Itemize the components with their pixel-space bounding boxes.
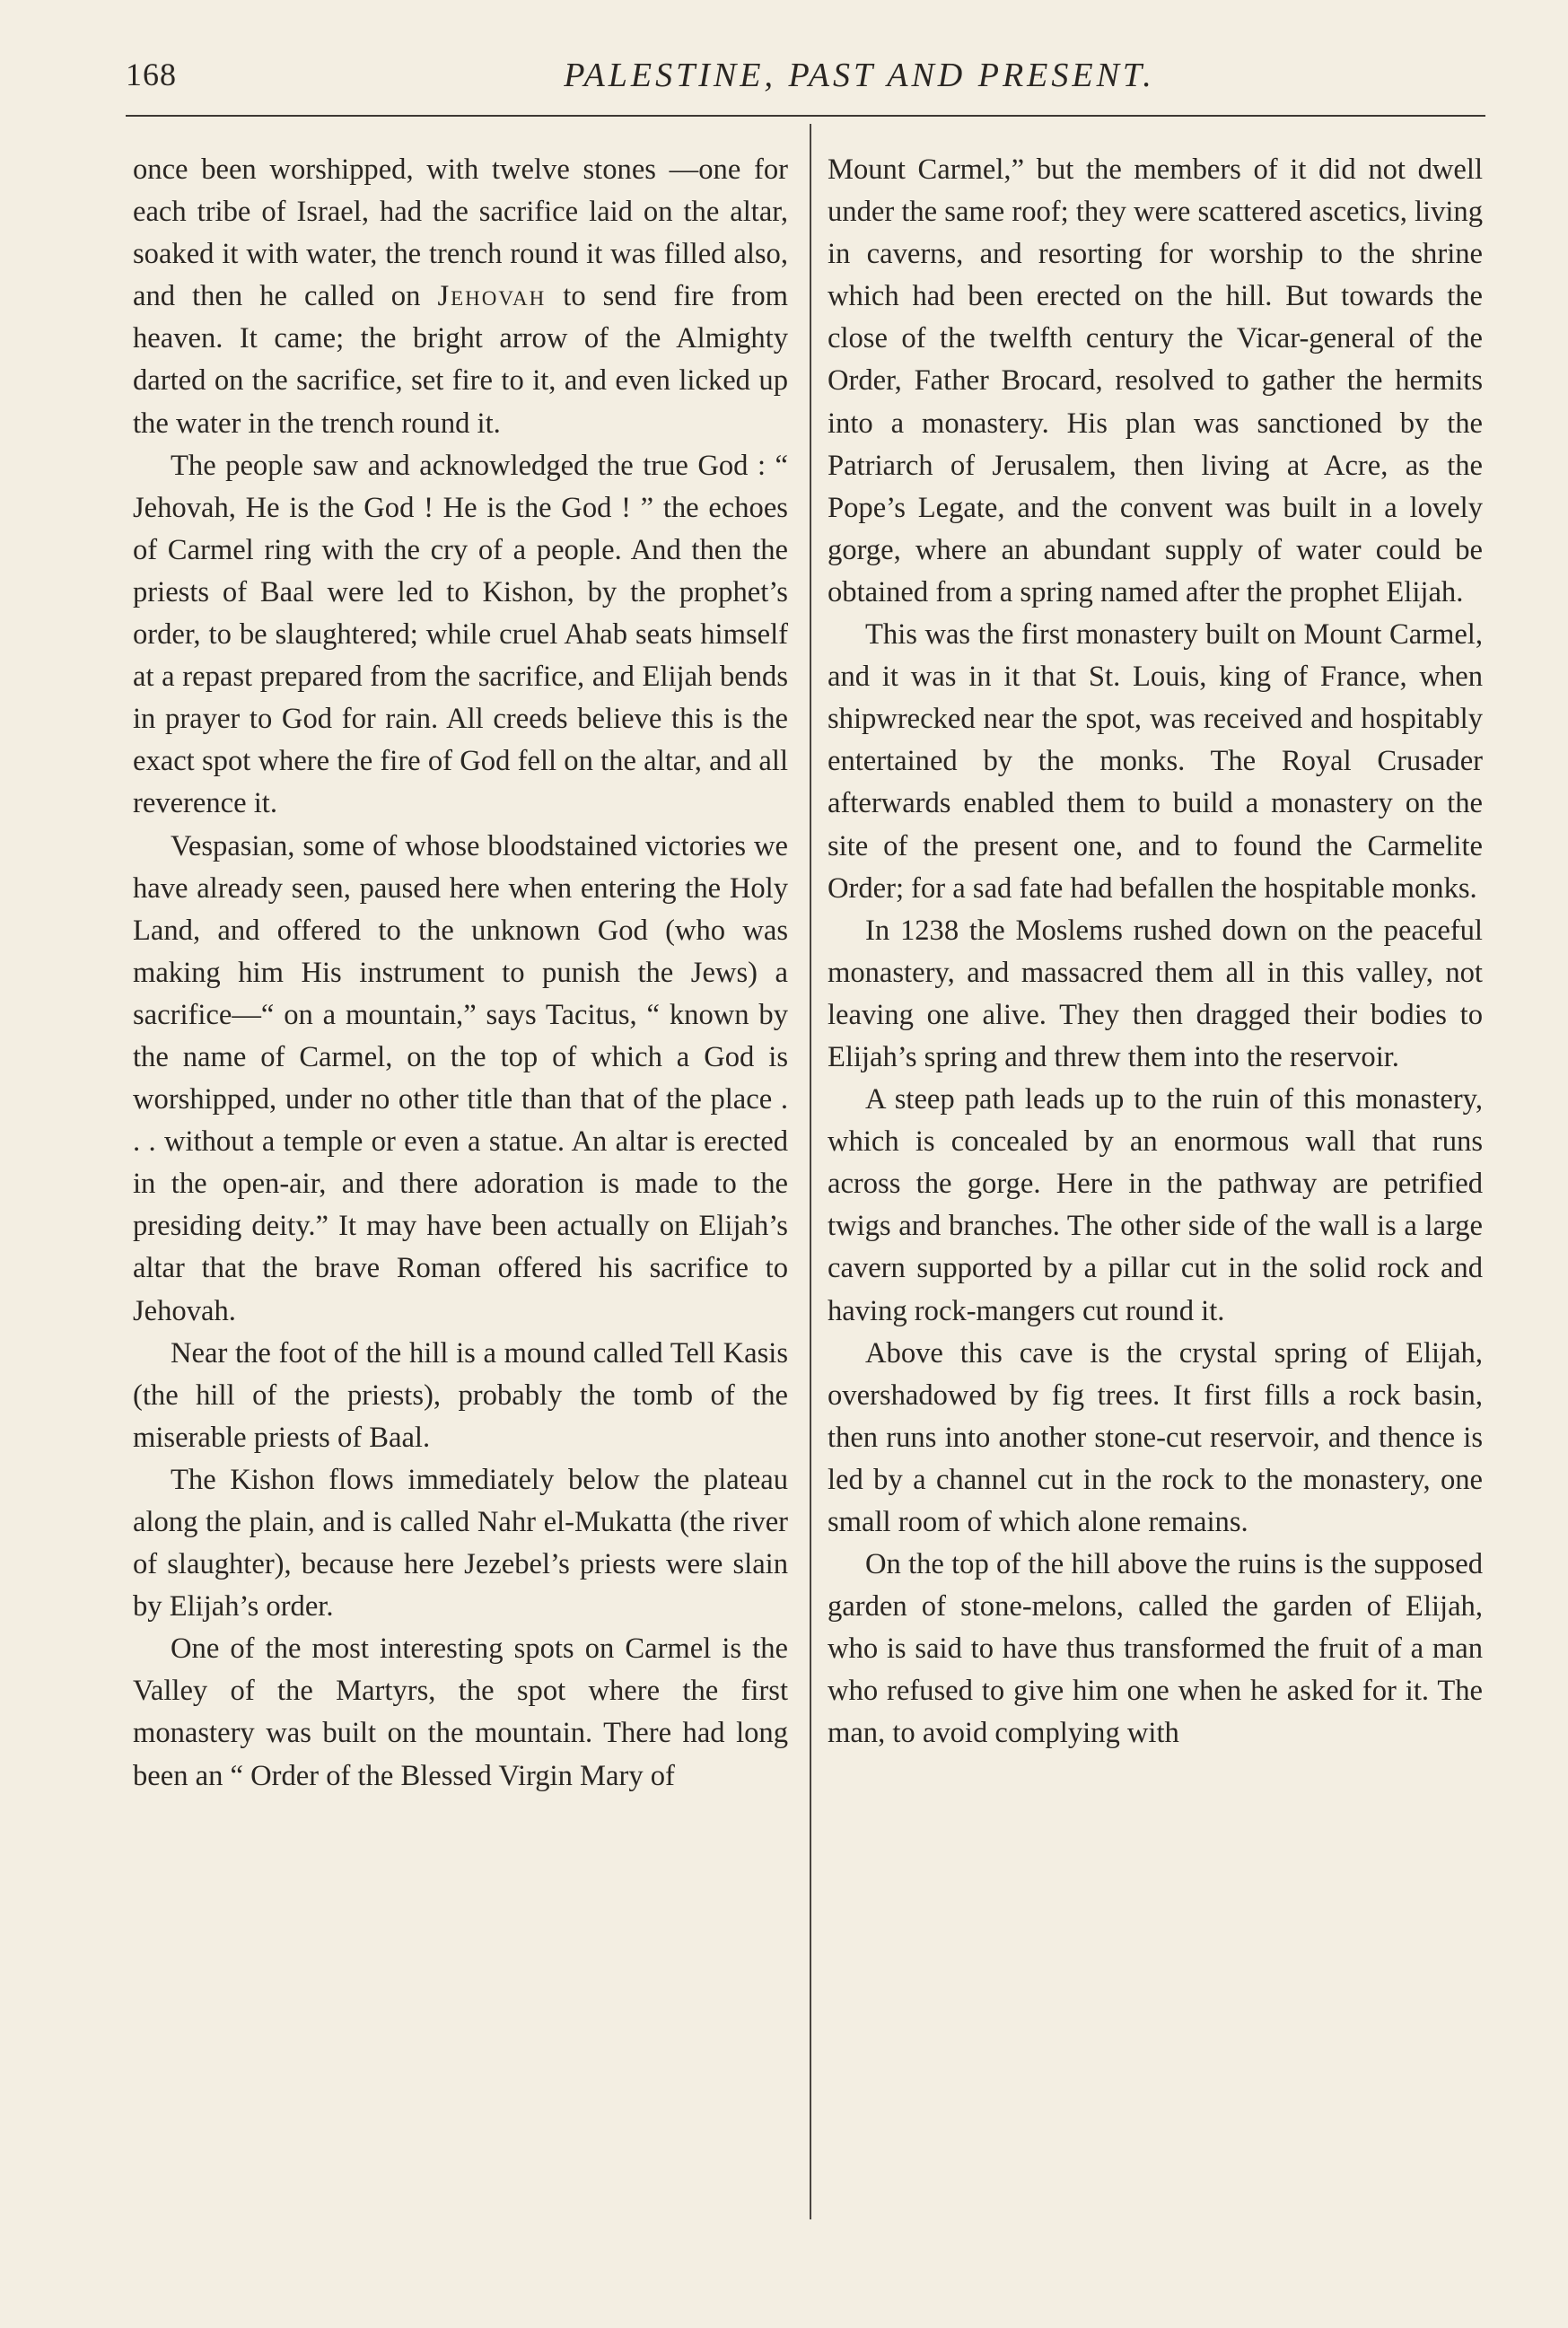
paragraph: [133, 149, 788, 445]
column-divider: [810, 124, 811, 2219]
paragraph: The Kishon flows immediately below the plateau along the plain, and is called Nahr el-Mukatta (the river of slaughter), because here Jezebel’s priests were slain by Elijah’s order.: [133, 1463, 788, 1623]
page-header: [126, 56, 1485, 109]
left-column: [133, 149, 788, 1798]
right-column: [828, 149, 1483, 1755]
paragraph: Above this cave is the crystal spring of Elijah, overshadowed by fig trees. It first fills a rock basin, then runs into another stone-cut reservoir, and thence is led by a channel cut in the rock to the monastery, one small room of which alone remains.: [828, 1336, 1483, 1538]
paragraph: On the top of the hill above the ruins is the supposed garden of stone-melons, called the garden of Elijah, who is said to have thus transformed the fruit of a man who refused to give him one when he asked for it. The man, to avoid complying with: [828, 1548, 1483, 1750]
paragraph: In 1238 the Moslems rushed down on the peaceful monastery, and massacred them all in this valley, not leaving one alive. They then dragged their bodies to Elijah’s spring and threw them into the reservoir.: [828, 914, 1483, 1073]
paragraph: This was the first monastery built on Mount Carmel, and it was in it that St. Louis, king of France, when shipwrecked near the spot, was received and hospitably entertained by the monks. The Royal Crusader afterwards enabled them to build a monastery on the site of the present one, and to found the Carmelite Order; for a sad fate had befallen the hospitable monks.: [828, 618, 1483, 905]
running-title: PALESTINE, PAST AND PRESENT.: [564, 57, 1155, 94]
paragraph: Mount Carmel,” but the members of it did not dwell under the same roof; they were scattered ascetics, living in caverns, and resorting for worship to the shrine which had been erected on the hill. But towards the close of the twelfth century the Vicar-general of the Order, Father Brocard, resolved to gather the hermits into a monastery. His plan was sanctioned by the Patriarch of Jerusalem, then living at Acre, as the Pope’s Legate, and the convent was built in a lovely gorge, where an abundant supply of water could be obtained from a spring named after the prophet Elijah.: [828, 153, 1484, 608]
paragraph: A steep path leads up to the ruin of this monastery, which is concealed by an enormous wall that runs across the gorge. Here in the pathway are petrified twigs and branches. The other side of the wall is a large cavern supported by a pillar cut in the solid rock and having rock-mangers cut round it.: [828, 1083, 1483, 1327]
paragraph: One of the most interesting spots on Carmel is the Valley of the Martyrs, the spot where the first monastery was built on the mountain. There had long been an “ Order of the Blessed Virgin Mary of: [133, 1632, 788, 1792]
paragraph: Near the foot of the hill is a mound called Tell Kasis (the hill of the priests), probably the tomb of the miserable priests of Baal.: [133, 1336, 788, 1454]
text-span: to send fire from heaven. It came; the bright arrow of the Almighty darted on the sacrifice, set fire to it, and even licked up the water in the trench round it.: [133, 280, 789, 440]
page-number: 168: [126, 57, 177, 92]
divine-name: Jehovah: [437, 280, 547, 313]
header-rule: [126, 115, 1485, 117]
text-span: once been worshipped, with twelve stones —one for each tribe of Israel, had the sacrifice laid on the altar, soaked it with water, the trench round it was filled also, and then he called on: [133, 153, 788, 313]
paragraph: Vespasian, some of whose bloodstained victories we have already seen, paused here when entering the Holy Land, and offered to the unknown God (who was making him His instrument to punish the Jews) a sacrifice—“ on a mountain,” says Tacitus, “ known by the name of Carmel, on the top of which a God is worshipped, under no other title than that of the place . . . without a temple or even a statue. An altar is erected in the open-air, and there adoration is made to the presiding deity.” It may have been actually on Elijah’s altar that the brave Roman offered his sacrifice to Jehovah.: [133, 829, 788, 1327]
paragraph: The people saw and acknowledged the true God : “ Jehovah, He is the God ! He is the God ! ” the echoes of Carmel ring with the cry of a people. And then the priests of Baal were led to Kishon, by the prophet’s order, to be slaughtered; while cruel Ahab seats himself at a repast prepared from the sacrifice, and Elijah bends in prayer to God for rain. All creeds believe this is the exact spot where the fire of God fell on the altar, and all reverence it.: [133, 449, 788, 820]
